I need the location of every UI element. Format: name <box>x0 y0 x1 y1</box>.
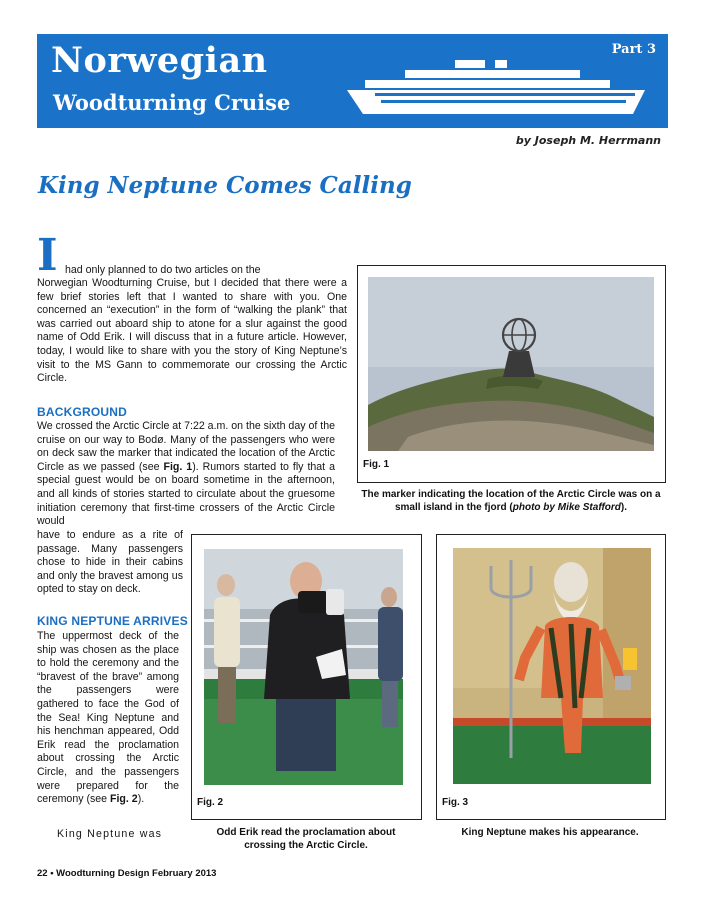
background-text: We crossed the Arctic Circle at 7:22 a.m. on the sixth day of the cruise on our way to Bodø. Many of the passengers who were on deck saw the marker that indicated the location of the Arctic Circle as we passed (see <box>37 420 335 473</box>
figure-1-frame <box>357 265 666 483</box>
figure-2-frame <box>191 534 422 820</box>
page-footer: 22 • Woodturning Design February 2013 <box>37 868 217 879</box>
intro-first-line: had only planned to do two articles on the <box>65 264 261 276</box>
figure-1-caption-text: The marker indicating the location of the Arctic Circle was on a small island in the fjord ( <box>361 489 661 513</box>
figure-1-caption <box>352 488 670 514</box>
fig-ref-2: Fig. 2 <box>110 793 138 806</box>
figure-1-photo <box>368 277 654 451</box>
banner-title-line2: Woodturning Cruise <box>53 90 291 115</box>
section-heading-arrives: KING NEPTUNE ARRIVES <box>37 614 188 628</box>
background-paragraph <box>37 420 335 529</box>
figure-2-photo <box>204 549 403 785</box>
figure-3-caption: King Neptune makes his appearance. <box>461 827 639 838</box>
banner-title-line1: Norwegian <box>51 40 268 81</box>
section-heading-background: BACKGROUND <box>37 405 127 419</box>
figure-3-label: Fig. 3 <box>442 797 469 808</box>
intro-paragraph: Norwegian Woodturning Cruise, but I decided that there were a few brief stories left that I wanted to share with you. One concerned an “execution” in the form of “walking the plank” that was carried out aboard ship to atone for a slur against the good name of Odd Erik. I will discuss that in a future article. However, today, I would like to share with you the story of King Neptune’s visit to the MS Gann to commemorate our crossing the Arctic Circle. <box>37 277 347 385</box>
drop-cap: I <box>37 230 58 281</box>
figure-1-caption-end: ). <box>620 502 628 513</box>
part-label: Part 3 <box>611 42 656 57</box>
article-headline: King Neptune Comes Calling <box>38 172 412 199</box>
ship-icon <box>345 56 660 124</box>
photo-credit: photo by Mike Stafford <box>512 502 621 513</box>
figure-3-photo <box>453 548 651 784</box>
background-paragraph-narrow: have to endure as a rite of passage. Many passengers chose to hide in their cabins and only the bravest among us opted to stay on deck. <box>37 529 183 596</box>
arrives-text-end: ). <box>137 793 145 806</box>
arrives-paragraph <box>37 630 179 807</box>
figure-1-label: Fig. 1 <box>363 459 390 470</box>
background-text-cont: ). Rumors started to fly that a special guest would be on board sometime in the afternoon, and all kinds of stories started to circulate about the gruesome initiation ceremony that first-time crossers of the Arctic Circle would <box>37 460 335 528</box>
figure-2-caption: Odd Erik read the proclamation about crossing the Arctic Circle. <box>216 827 396 851</box>
figure-3-frame <box>436 534 666 820</box>
title-banner <box>37 34 668 128</box>
figure-2-label: Fig. 2 <box>197 797 224 808</box>
arrives-last-line: King Neptune was <box>57 828 163 840</box>
byline: by Joseph M. Herrmann <box>515 134 661 147</box>
fig-ref-1: Fig. 1 <box>163 460 193 473</box>
arrives-text: The uppermost deck of the ship was chosen as the place to hold the ceremony and the “bravest of the brave” among the passengers were gathered to face the God of the Sea! King Neptune and his henchman appeared, Odd Erik read the proclamation about crossing the Arctic Circle, and the passengers were prepared for the ceremony (see <box>37 630 179 806</box>
